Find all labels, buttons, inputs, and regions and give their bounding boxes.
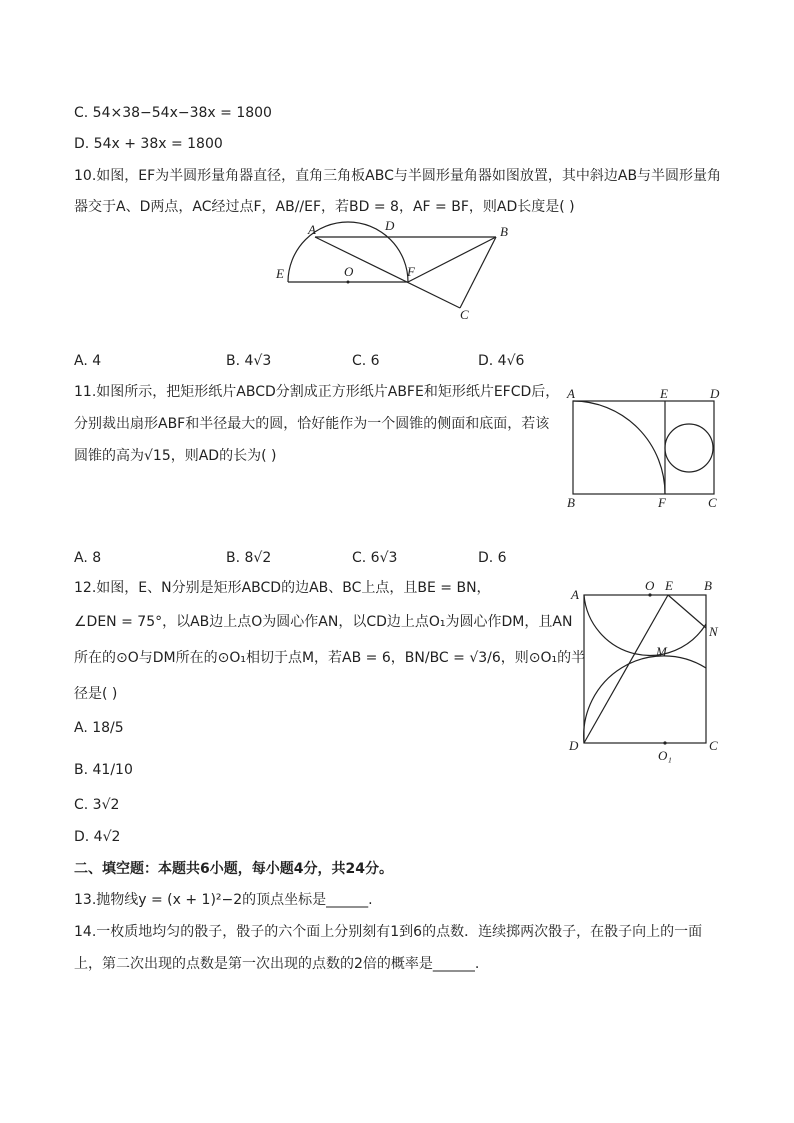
q10-stem-line1: 10.如图，EF为半圆形量角器直径，直角三角板ABC与半圆形量角器如图放置，其中斜边AB与半圆形量角 — [74, 168, 722, 184]
q12-stem-line1: 12.如图，E、N分别是矩形ABCD的边AB、BC上点，且BE = BN， — [74, 580, 491, 596]
q10-label-d: D — [385, 218, 395, 233]
q10-option-d: D. 4√6 — [478, 353, 525, 369]
q12-stem-line2: ∠DEN = 75°，以AB边上点O为圆心作AN，以CD边上点O₁为圆心作DM，且AN — [74, 614, 573, 630]
section-heading-fill-in: 二、填空题：本题共6小题，每小题4分，共24分。 — [74, 861, 393, 877]
q10-figure — [270, 212, 520, 322]
q10-label-a: A — [308, 222, 316, 237]
q11-option-a: A. 8 — [74, 550, 102, 566]
q12-arc-dm — [584, 656, 706, 743]
q12-option-b: B. 41/10 — [74, 762, 133, 778]
q12-figure — [565, 572, 730, 767]
q11-circle — [665, 424, 713, 472]
q11-label-a: A — [567, 386, 575, 401]
q12-stem-line4: 径是( ) — [74, 686, 118, 702]
q10-center-o — [347, 281, 350, 284]
q12-label-m: M — [656, 644, 667, 659]
q12-segment-de — [584, 595, 668, 743]
q12-label-b: B — [704, 578, 712, 593]
q9-option-c: C. 54×38−54x−38x = 1800 — [74, 105, 272, 121]
q11-stem-line3: 圆锥的高为√15，则AD的长为( ) — [74, 448, 277, 464]
q11-label-b: B — [567, 495, 575, 510]
q10-side-bc — [460, 237, 496, 308]
q12-label-o1: O₁ — [658, 748, 672, 763]
q10-segment-bf — [408, 237, 496, 282]
q10-option-b: B. 4√3 — [226, 353, 272, 369]
q10-stem-line2: 器交于A、D两点，AC经过点F，AB//EF，若BD = 8，AF = BF，则AD长度是( ) — [74, 199, 575, 215]
q12-rectangle-abcd — [584, 595, 706, 743]
q11-label-d: D — [710, 386, 720, 401]
q14-stem-line1: 14.一枚质地均匀的骰子，骰子的六个面上分别刻有1到6的点数．连续掷两次骰子，在骰子向上的一面 — [74, 924, 703, 940]
q12-option-c: C. 3√2 — [74, 797, 120, 813]
q12-option-d: D. 4√2 — [74, 829, 121, 845]
q9-option-d: D. 54x + 38x = 1800 — [74, 136, 223, 152]
q12-stem-line3: 所在的⊙O与DM所在的⊙O₁相切于点M，若AB = 6，BN/BC = √3/6，则⊙O₁的半 — [74, 650, 586, 666]
q12-label-e: E — [665, 578, 673, 593]
q12-point-o1 — [663, 741, 666, 744]
q11-label-c: C — [708, 495, 717, 510]
q12-segment-en — [668, 595, 706, 628]
q12-label-o: O — [645, 578, 655, 593]
q12-label-d: D — [569, 738, 579, 753]
q10-label-c: C — [460, 307, 469, 322]
q12-label-a: A — [571, 587, 579, 602]
q10-label-b: B — [500, 224, 508, 239]
q10-label-e: E — [276, 266, 284, 281]
q12-point-o — [648, 593, 651, 596]
q10-label-f: F — [407, 264, 415, 279]
q14-stem-line2: 上，第二次出现的点数是第一次出现的点数的2倍的概率是______. — [74, 956, 480, 972]
q11-option-b: B. 8√2 — [226, 550, 272, 566]
q10-option-c: C. 6 — [352, 353, 380, 369]
q12-label-c: C — [709, 738, 718, 753]
q11-label-e: E — [660, 386, 668, 401]
q12-option-a: A. 18/5 — [74, 720, 124, 736]
q12-arc-an — [584, 595, 706, 655]
q11-figure — [560, 380, 730, 515]
q12-label-n: N — [709, 624, 718, 639]
q13-stem: 13.抛物线y = (x + 1)²−2的顶点坐标是______. — [74, 892, 373, 908]
q11-option-d: D. 6 — [478, 550, 507, 566]
q10-label-o: O — [344, 264, 354, 279]
q11-label-f: F — [658, 495, 666, 510]
q11-option-c: C. 6√3 — [352, 550, 398, 566]
q11-sector-arc — [573, 401, 665, 494]
q11-stem-line1: 11.如图所示，把矩形纸片ABCD分割成正方形纸片ABFE和矩形纸片EFCD后， — [74, 384, 560, 400]
q11-stem-line2: 分别裁出扇形ABF和半径最大的圆，恰好能作为一个圆锥的侧面和底面，若该 — [74, 416, 550, 432]
q10-option-a: A. 4 — [74, 353, 102, 369]
q10-side-ac — [315, 237, 460, 308]
q11-rectangle-abcd — [573, 401, 714, 494]
